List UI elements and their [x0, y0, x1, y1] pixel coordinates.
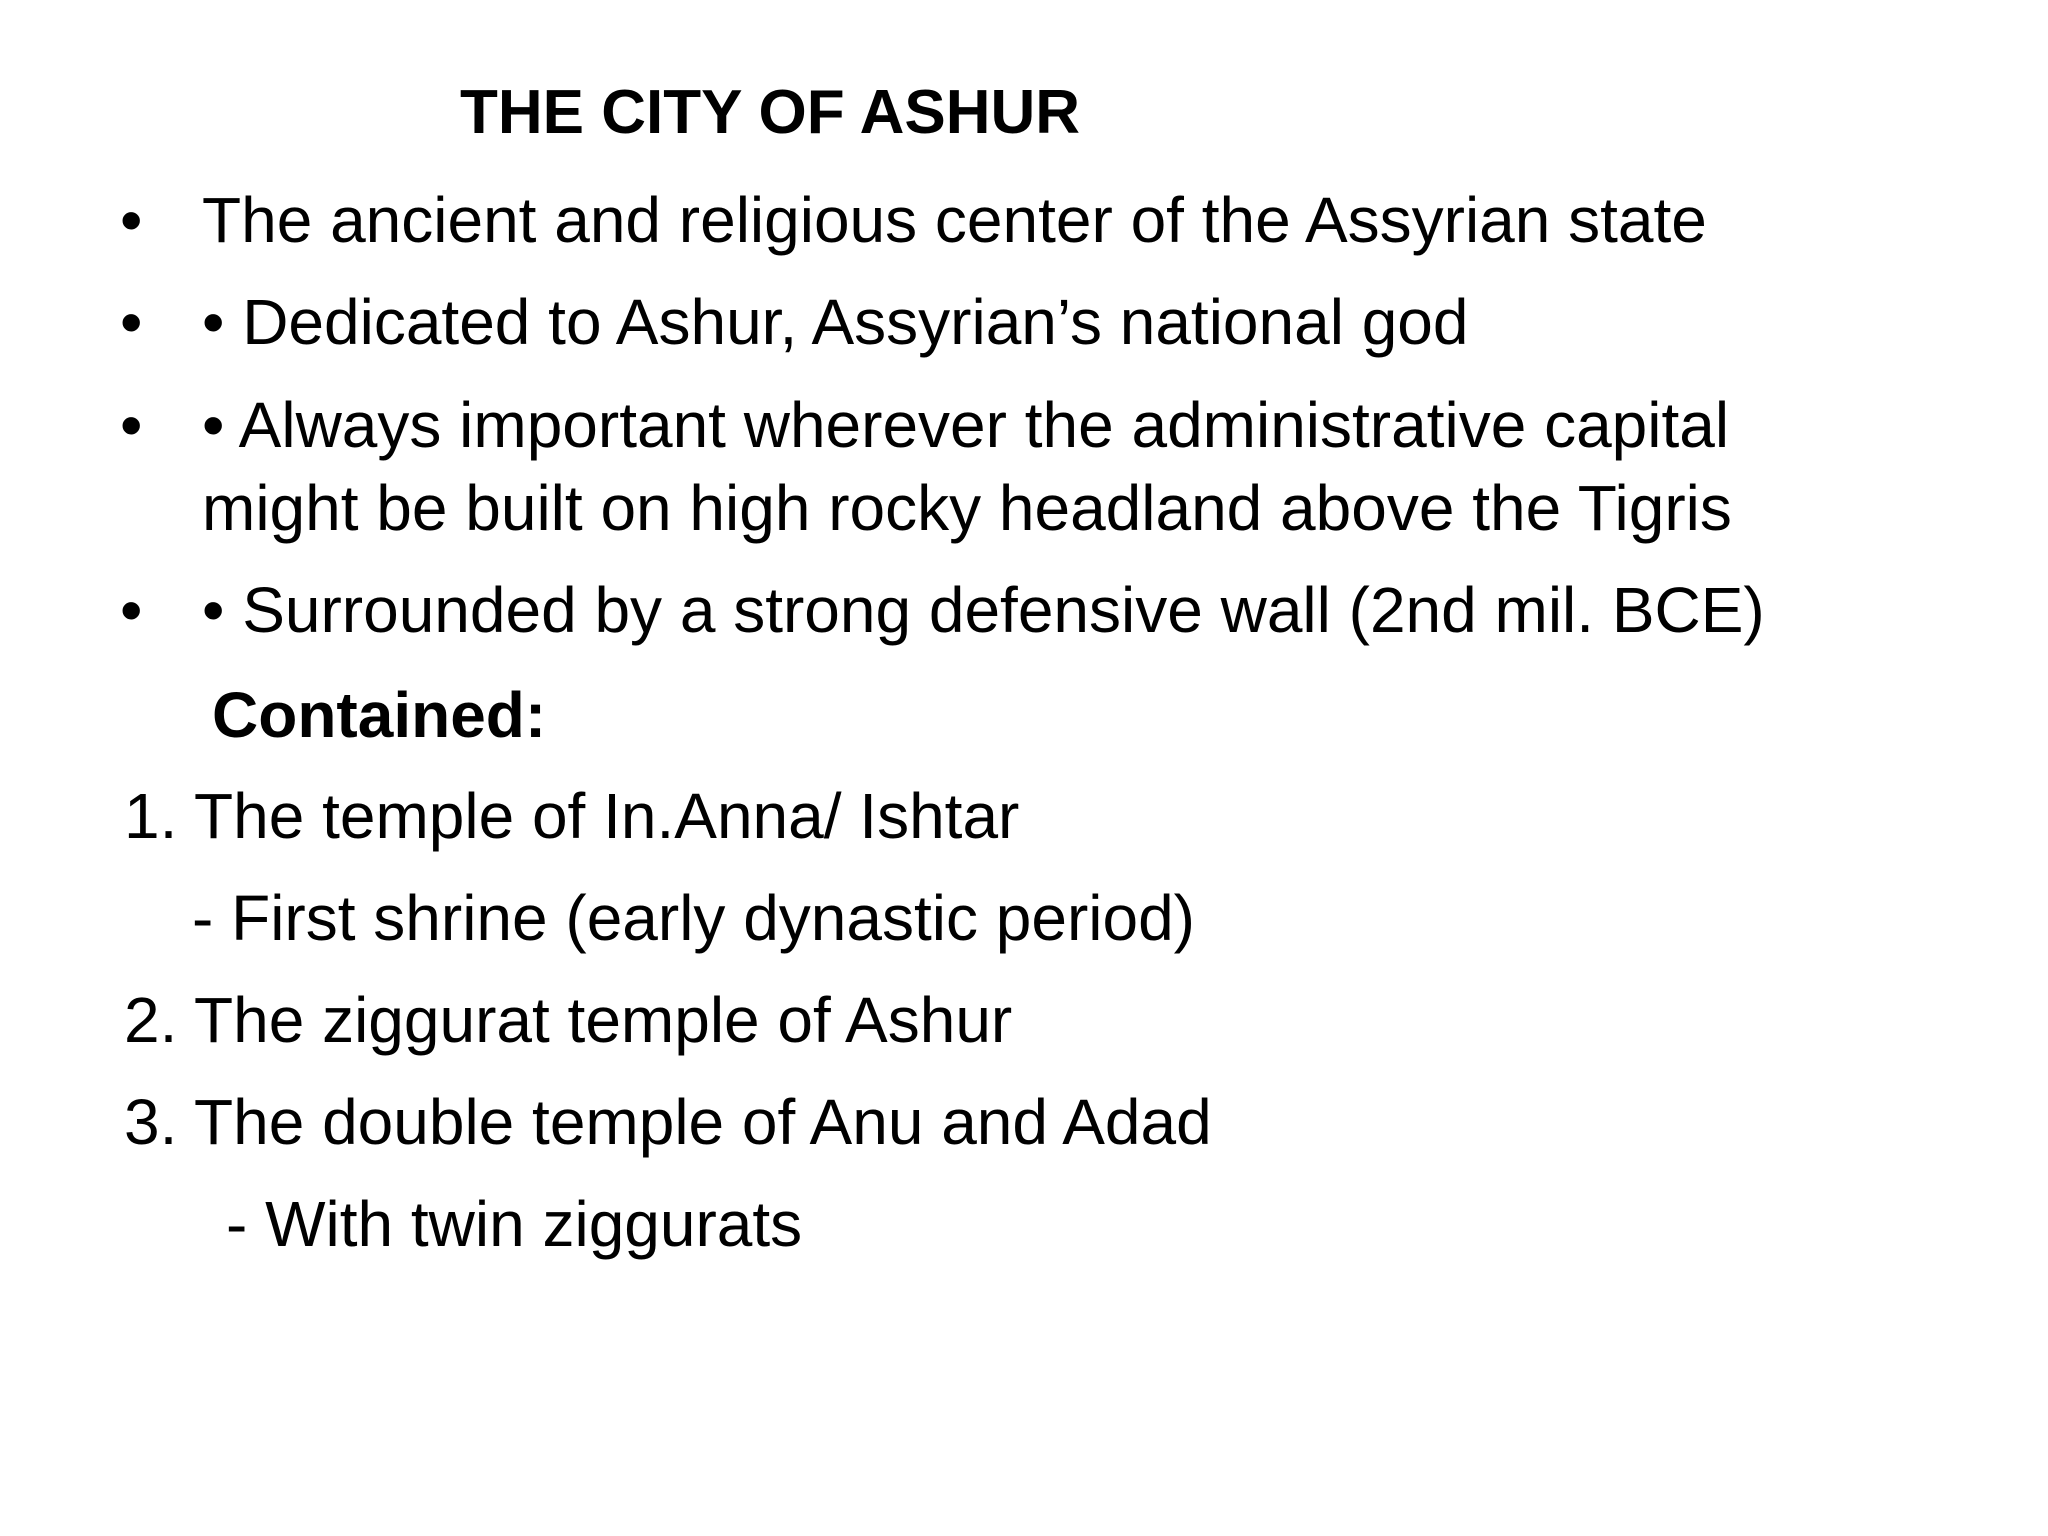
bullet-marker: • [120, 389, 143, 461]
list-subitem: - With twin ziggurats [226, 1188, 803, 1260]
bullet-marker: • [120, 286, 143, 358]
bullet-marker: • [120, 574, 143, 646]
bullet-text: • Surrounded by a strong defensive wall (2nd mil. BCE) [202, 574, 1765, 646]
bullet-text: • Always important wherever the administrative capital [202, 389, 1730, 461]
bullet-text: • Dedicated to Ashur, Assyrian’s national god [202, 286, 1469, 358]
slide-title: THE CITY OF ASHUR [460, 78, 1081, 147]
list-item: 3. The double temple of Anu and Adad [124, 1086, 1212, 1158]
list-item: 1. The temple of In.Anna/ Ishtar [124, 780, 1020, 852]
bullet-text-continued: might be built on high rocky headland above the Tigris [202, 472, 1732, 544]
bullet-text: The ancient and religious center of the Assyrian state [202, 184, 1707, 256]
bullet-marker: • [120, 184, 143, 256]
list-subitem: - First shrine (early dynastic period) [192, 882, 1195, 954]
contained-label: Contained: [212, 679, 547, 751]
list-item: 2. The ziggurat temple of Ashur [124, 984, 1013, 1056]
